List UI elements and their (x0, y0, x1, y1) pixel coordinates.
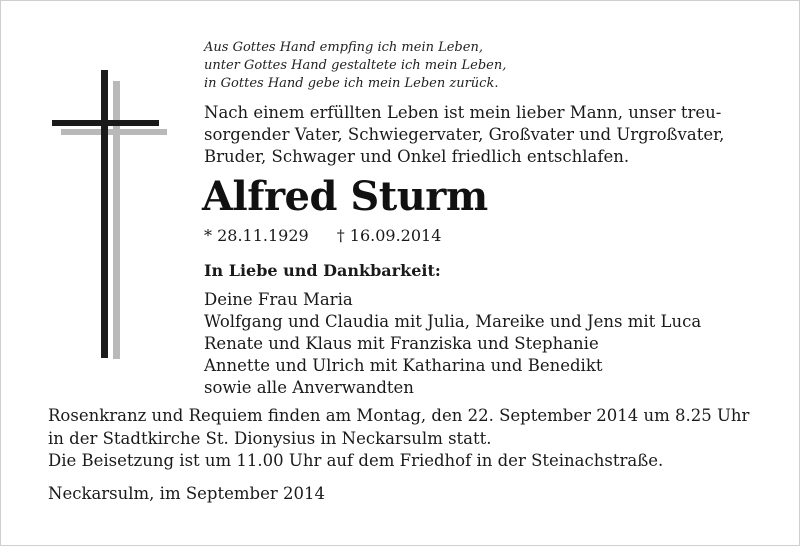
family-line: sowie alle Anverwandten (204, 378, 414, 397)
intro-line: sorgender Vater, Schwiegervater, Großvater und Urgroßvater, (204, 125, 725, 144)
thanks-heading: In Liebe und Dankbarkeit: (204, 261, 441, 280)
cross-icon (1, 1, 201, 381)
motto-line: Aus Gottes Hand empfing ich mein Leben, (204, 40, 483, 55)
intro-line: Bruder, Schwager und Onkel friedlich entschlafen. (204, 147, 630, 166)
family-line: Renate und Klaus mit Franziska und Stephanie (204, 334, 599, 353)
service-line: in der Stadtkirche St. Dionysius in Neckarsulm statt. (48, 428, 492, 448)
bible-motto (204, 39, 764, 93)
family-line: Annette und Ulrich mit Katharina und Benedikt (204, 356, 603, 375)
family-list (204, 289, 701, 399)
family-line: Wolfgang und Claudia mit Julia, Mareike und Jens mit Luca (204, 312, 702, 331)
cross-horizontal (52, 120, 159, 126)
service-info (48, 405, 749, 473)
family-line: Deine Frau Maria (204, 290, 353, 309)
service-line: Die Beisetzung ist um 11.00 Uhr auf dem Friedhof in der Steinachstraße. (48, 451, 664, 470)
birth-date: * 28.11.1929 (204, 226, 309, 245)
life-dates (204, 225, 441, 247)
place-and-date: Neckarsulm, im September 2014 (48, 484, 325, 503)
intro-line: Nach einem erfüllten Leben ist mein lieber Mann, unser treu- (204, 103, 722, 122)
motto-line: in Gottes Hand gebe ich mein Leben zurück. (204, 76, 499, 91)
death-date: † 16.09.2014 (336, 226, 442, 245)
intro-text (204, 102, 754, 168)
cross-shadow-horizontal (61, 129, 167, 135)
cross-vertical (101, 70, 108, 358)
deceased-name: Alfred Sturm (202, 173, 488, 220)
service-line: Rosenkranz und Requiem finden am Montag, den 22. September 2014 um 8.25 Uhr (48, 406, 750, 425)
motto-line: unter Gottes Hand gestaltete ich mein Leben, (204, 58, 507, 73)
